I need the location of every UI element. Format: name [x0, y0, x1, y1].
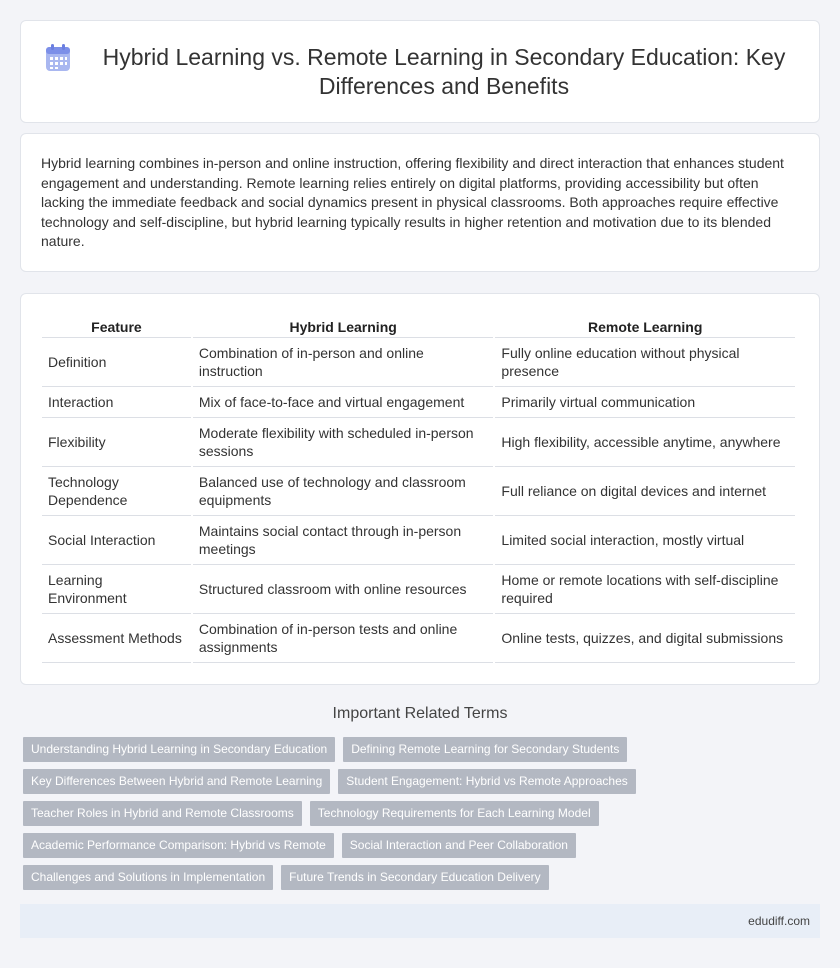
feature-cell: Technology Dependence — [42, 467, 191, 516]
tag-row — [23, 865, 823, 890]
table-row — [42, 338, 795, 387]
page-title: Hybrid Learning vs. Remote Learning in Secondary Education: Key Differences and Benefits — [102, 43, 786, 99]
tag-row — [23, 737, 823, 762]
remote-cell: Home or remote locations with self-discipline required — [495, 565, 795, 614]
related-term-tag[interactable]: Understanding Hybrid Learning in Secondary Education — [23, 737, 335, 762]
table-row — [42, 516, 795, 565]
feature-cell: Definition — [42, 338, 191, 387]
related-term-tag[interactable]: Technology Requirements for Each Learning Model — [310, 801, 599, 826]
related-term-tag[interactable]: Student Engagement: Hybrid vs Remote Approaches — [338, 769, 636, 794]
column-header-remote: Remote Learning — [495, 314, 795, 338]
table-row — [42, 565, 795, 614]
footer-site-link[interactable]: edudiff.com — [748, 914, 810, 928]
related-term-tag[interactable]: Social Interaction and Peer Collaboration — [342, 833, 576, 858]
related-terms-list — [23, 737, 823, 897]
header-card — [20, 20, 820, 123]
feature-cell: Social Interaction — [42, 516, 191, 565]
table-header-row — [42, 314, 795, 338]
intro-card — [20, 133, 820, 272]
hybrid-cell: Mix of face-to-face and virtual engagement — [193, 387, 494, 418]
remote-cell: Fully online education without physical presence — [495, 338, 795, 387]
footer — [20, 904, 820, 938]
hybrid-cell: Combination of in-person tests and online assignments — [193, 614, 494, 663]
remote-cell: Full reliance on digital devices and internet — [495, 467, 795, 516]
hybrid-cell: Maintains social contact through in-person meetings — [193, 516, 494, 565]
feature-cell: Interaction — [42, 387, 191, 418]
calendar-icon — [45, 44, 71, 72]
comparison-table-card — [20, 293, 820, 685]
hybrid-cell: Structured classroom with online resources — [193, 565, 494, 614]
remote-cell: Limited social interaction, mostly virtual — [495, 516, 795, 565]
table-row — [42, 418, 795, 467]
related-term-tag[interactable]: Future Trends in Secondary Education Delivery — [281, 865, 548, 890]
remote-cell: High flexibility, accessible anytime, anywhere — [495, 418, 795, 467]
table-row — [42, 387, 795, 418]
hybrid-cell: Balanced use of technology and classroom equipments — [193, 467, 494, 516]
table-row — [42, 614, 795, 663]
hybrid-cell: Moderate flexibility with scheduled in-person sessions — [193, 418, 494, 467]
feature-cell: Assessment Methods — [42, 614, 191, 663]
feature-cell: Learning Environment — [42, 565, 191, 614]
remote-cell: Online tests, quizzes, and digital submissions — [495, 614, 795, 663]
comparison-table — [40, 314, 797, 663]
related-term-tag[interactable]: Teacher Roles in Hybrid and Remote Classrooms — [23, 801, 302, 826]
tag-row — [23, 801, 823, 826]
feature-cell: Flexibility — [42, 418, 191, 467]
column-header-feature: Feature — [42, 314, 191, 338]
column-header-hybrid: Hybrid Learning — [193, 314, 494, 338]
tag-row — [23, 769, 823, 794]
related-term-tag[interactable]: Academic Performance Comparison: Hybrid vs Remote — [23, 833, 334, 858]
table-row — [42, 467, 795, 516]
tag-row — [23, 833, 823, 858]
related-terms-heading: Important Related Terms — [332, 705, 508, 722]
related-term-tag[interactable]: Key Differences Between Hybrid and Remote Learning — [23, 769, 330, 794]
hybrid-cell: Combination of in-person and online instruction — [193, 338, 494, 387]
related-term-tag[interactable]: Challenges and Solutions in Implementation — [23, 865, 273, 890]
related-term-tag[interactable]: Defining Remote Learning for Secondary Students — [343, 737, 627, 762]
remote-cell: Primarily virtual communication — [495, 387, 795, 418]
intro-paragraph: Hybrid learning combines in-person and online instruction, offering flexibility and direct interaction that enhances student engagement and understanding. Remote learning relies entirely on digital platforms, providing accessibility but often lacking the immediate feedback and social dynamics present in physical classrooms. Both approaches require effective technology and self-discipline, but hybrid learning typically results in higher retention and motivation due to its blended nature. — [41, 155, 784, 250]
